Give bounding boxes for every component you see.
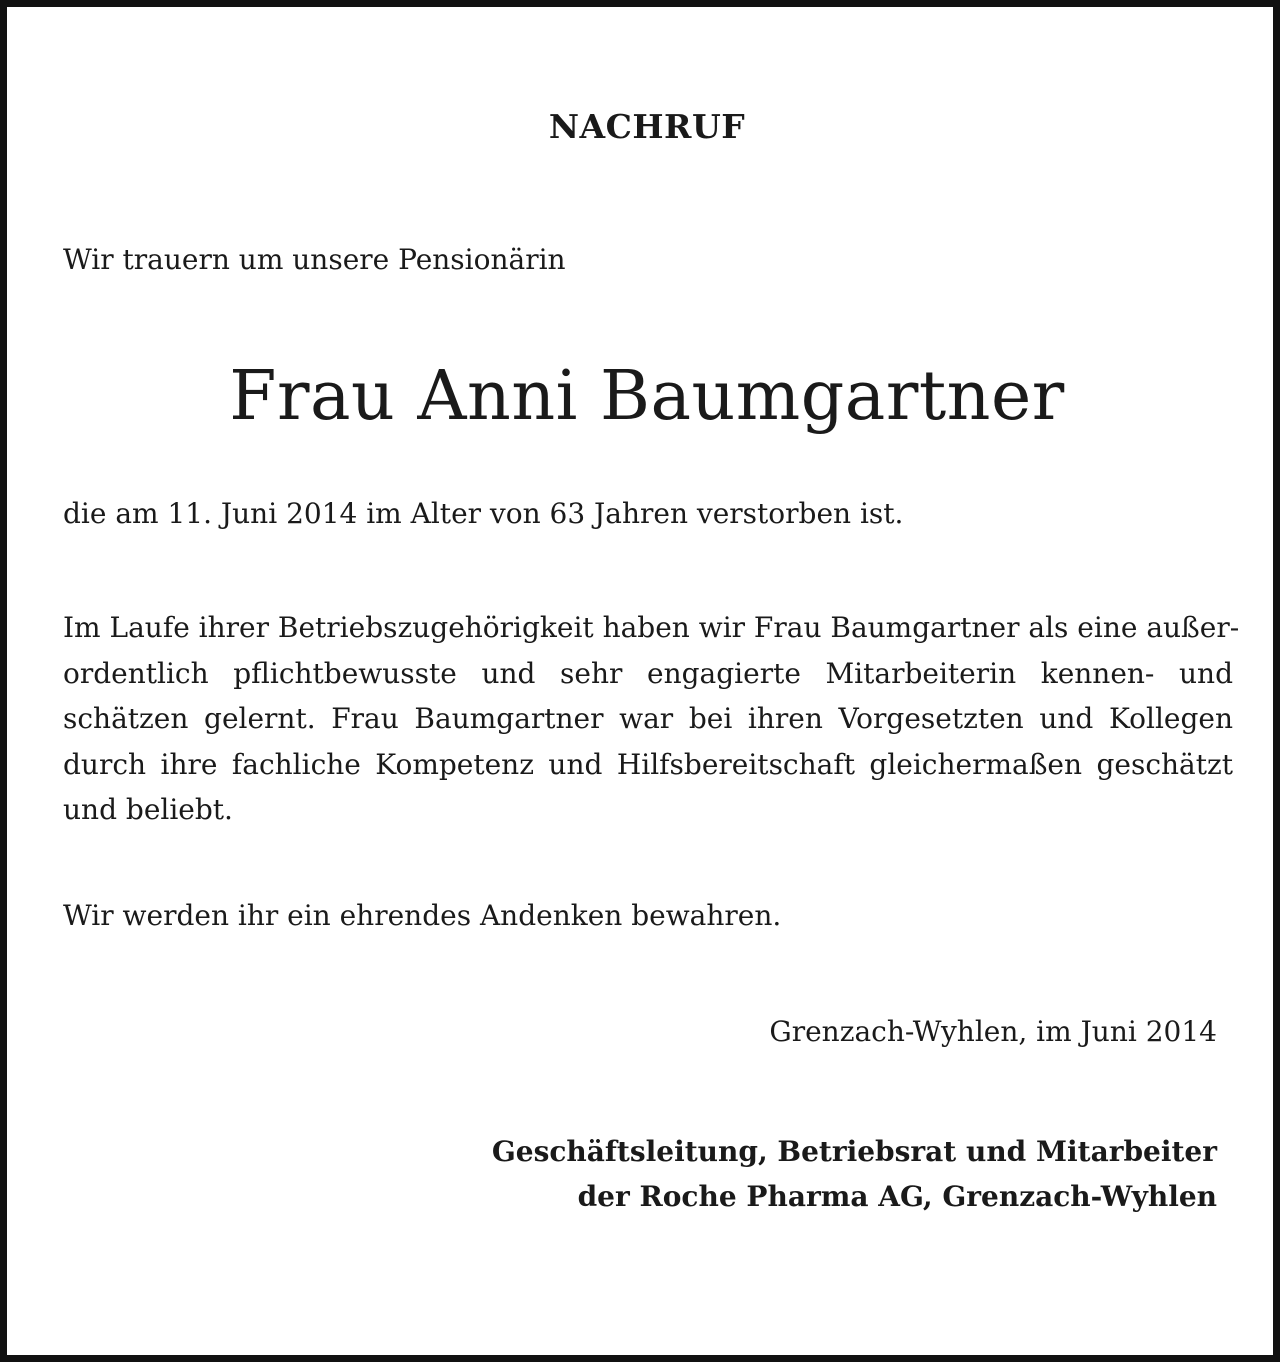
place-date: Grenzach-Wyhlen, im Juni 2014 [769,1015,1217,1048]
tribute-line: und beliebt. [63,793,233,826]
death-date-text: die am 11. Juni 2014 im Alter von 63 Jahren verstorben ist. [63,497,904,530]
signature-line-1: Geschäftsleitung, Betriebsrat und Mitarbeiter [491,1135,1217,1168]
remembrance-text: Wir werden ihr ein ehrendes Andenken bewahren. [63,899,782,932]
tribute-line: ordentlich pflichtbewusste und sehr engagierte Mitarbeiterin kennen- und [63,656,1233,690]
tribute-line: durch ihre fachliche Kompetenz und Hilfsbereitschaft gleichermaßen geschätzt [63,747,1233,781]
signature-block [492,1129,1217,1219]
tribute-line: schätzen gelernt. Frau Baumgartner war bei ihren Vorgesetzten und Kollegen [63,702,1233,735]
signature-line-2: der Roche Pharma AG, Grenzach-Wyhlen [577,1180,1217,1213]
tribute-line: Im Laufe ihrer Betriebszugehörigkeit haben wir Frau Baumgartner als eine außer- [63,611,1240,644]
deceased-name: Frau Anni Baumgartner [229,357,1065,436]
notice-heading: NACHRUF [548,107,746,146]
intro-text: Wir trauern um unsere Pensionärin [63,243,566,276]
tribute-paragraph [63,605,1240,833]
